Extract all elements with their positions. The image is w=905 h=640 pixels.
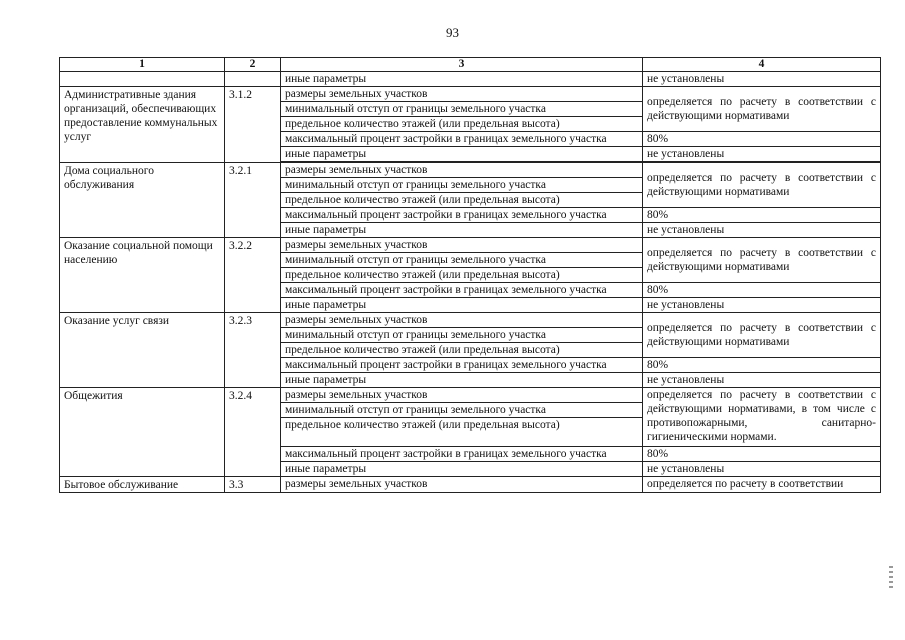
header-row [60, 58, 881, 72]
value-cell: определяется по расчету в соответствии [643, 477, 881, 493]
value-norm-cell: определяется по расчету в соответствии с действующими нормативами [643, 87, 881, 132]
header-col-3: 3 [281, 58, 643, 72]
param-cell: размеры земельных участков [281, 388, 643, 403]
param-cell: предельное количество этажей (или предельная высота) [281, 418, 643, 447]
param-cell: иные параметры [281, 373, 643, 388]
use-type-name: Оказание услуг связи [60, 313, 225, 388]
use-type-code: 3.2.4 [225, 388, 281, 477]
table-row [60, 388, 881, 403]
value-other-cell: не установлены [643, 223, 881, 238]
value-other-cell: не установлены [643, 147, 881, 162]
param-cell: максимальный процент застройки в границах земельного участка [281, 447, 643, 462]
value-norm-cell: определяется по расчету в соответствии с действующими нормативами [643, 163, 881, 208]
param-cell: максимальный процент застройки в границах земельного участка [281, 283, 643, 298]
table-row [60, 87, 881, 102]
param-cell: иные параметры [281, 298, 643, 313]
header-col-1: 1 [60, 58, 225, 72]
use-type-code: 3.2.3 [225, 313, 281, 388]
param-cell: размеры земельных участков [281, 313, 643, 328]
page-number: 93 [446, 25, 459, 40]
param-cell: минимальный отступ от границы земельного участка [281, 403, 643, 418]
param-cell: минимальный отступ от границы земельного участка [281, 253, 643, 268]
param-cell: размеры земельных участков [281, 163, 643, 178]
table-row [60, 313, 881, 328]
value-other-cell: не установлены [643, 298, 881, 313]
value-norm-cell: определяется по расчету в соответствии с действующими нормативами [643, 238, 881, 283]
param-cell: минимальный отступ от границы земельного участка [281, 178, 643, 193]
param-cell: размеры земельных участков [281, 238, 643, 253]
param-cell: размеры земельных участков [281, 477, 643, 493]
use-type-code: 3.3 [225, 477, 281, 493]
value-other-cell: не установлены [643, 462, 881, 477]
value-norm-cell: определяется по расчету в соответствии с действующими нормативами [643, 313, 881, 358]
use-type-name: Оказание социальной помощи населению [60, 238, 225, 313]
use-type-name: Бытовое обслуживание [60, 477, 225, 493]
empty-cell [225, 72, 281, 87]
param-cell: иные параметры [281, 223, 643, 238]
value-pct-cell: 80% [643, 358, 881, 373]
table-row [60, 238, 881, 253]
use-type-code: 3.2.1 [225, 163, 281, 238]
value-cell: не установлены [643, 72, 881, 87]
header-col-2: 2 [225, 58, 281, 72]
param-cell: предельное количество этажей (или предельная высота) [281, 193, 643, 208]
value-pct-cell: 80% [643, 132, 881, 147]
scan-artifact-mark [889, 566, 893, 590]
param-cell: иные параметры [281, 462, 643, 477]
use-type-code: 3.1.2 [225, 87, 281, 163]
table-row [60, 477, 881, 493]
use-type-name: Административные здания организаций, обеспечивающих предоставление коммунальных услуг [60, 87, 225, 163]
use-type-name: Общежития [60, 388, 225, 477]
param-cell: минимальный отступ от границы земельного участка [281, 102, 643, 117]
regulations-table [59, 57, 881, 493]
value-other-cell: не установлены [643, 373, 881, 388]
param-cell: иные параметры [281, 72, 643, 87]
use-type-name: Дома социального обслуживания [60, 163, 225, 238]
value-pct-cell: 80% [643, 283, 881, 298]
value-pct-cell: 80% [643, 447, 881, 462]
param-cell: максимальный процент застройки в границах земельного участка [281, 132, 643, 147]
param-cell: минимальный отступ от границы земельного участка [281, 328, 643, 343]
empty-cell [60, 72, 225, 87]
value-norm-cell: определяется по расчету в соответствии с действующими нормативами, в том числе с противопожарными, санитарно-гигиеническими нормами. [643, 388, 881, 447]
param-cell: максимальный процент застройки в границах земельного участка [281, 358, 643, 373]
param-cell: предельное количество этажей (или предельная высота) [281, 343, 643, 358]
param-cell: максимальный процент застройки в границах земельного участка [281, 208, 643, 223]
table-row [60, 72, 881, 87]
param-cell: размеры земельных участков [281, 87, 643, 102]
param-cell: предельное количество этажей (или предельная высота) [281, 268, 643, 283]
param-cell: предельное количество этажей (или предельная высота) [281, 117, 643, 132]
header-col-4: 4 [643, 58, 881, 72]
value-pct-cell: 80% [643, 208, 881, 223]
param-cell: иные параметры [281, 147, 643, 162]
use-type-code: 3.2.2 [225, 238, 281, 313]
table-row [60, 163, 881, 178]
